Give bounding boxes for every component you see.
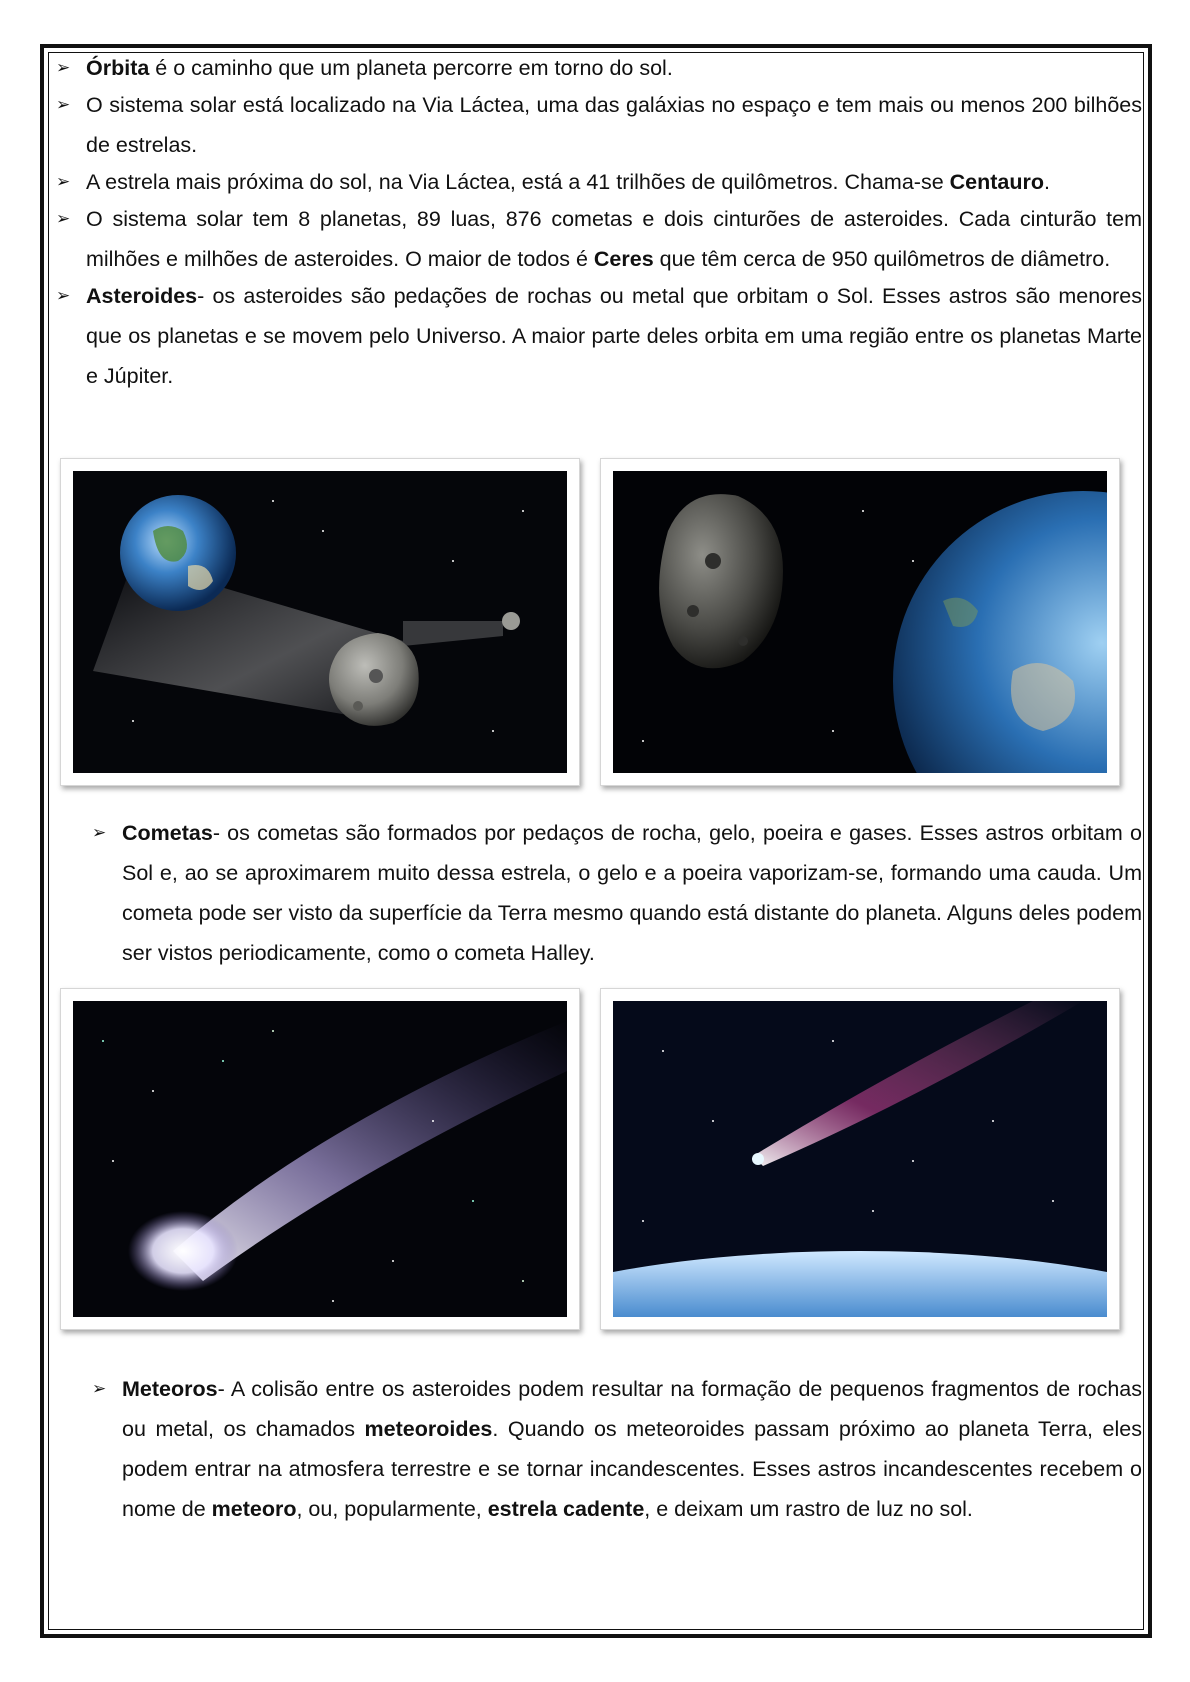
page-content-cometas: [56, 813, 1142, 973]
bullet-centauro: [56, 162, 1142, 202]
text-centauro-end: .: [1044, 170, 1050, 194]
text-centauro: A estrela mais próxima do sol, na Via Láctea, está a 41 trilhões de quilômetros. Chama-se: [86, 170, 950, 194]
bullet-cometas: [92, 813, 1142, 973]
arrow-bullet-icon: ➢: [56, 286, 71, 305]
arrow-bullet-icon: ➢: [56, 95, 71, 114]
photo-comet-1: [60, 988, 580, 1330]
photo-asteroid-earth-1: [60, 458, 580, 786]
text-cometas: - os cometas são formados por pedaços de rocha, gelo, poeira e gases. Esses astros orbitam o Sol e, ao se aproximarem muito dessa estrela, o gelo e a poeira vaporizam-se, formando uma cauda. Um cometa pode ser visto da superfície da Terra mesmo quando está distante do planeta. Alguns deles podem ser vistos periodicamente, como o cometa Halley.: [122, 821, 1142, 965]
bullet-orbita: [56, 48, 1142, 88]
page-content: [56, 48, 1142, 396]
text-planetas: O sistema solar tem 8 planetas, 89 luas, 876 cometas e dois cinturões de asteroides. Cada cinturão tem milhões e milhões de asteroides. O maior de todos é: [86, 207, 1142, 271]
comet-over-earth-image: [613, 1001, 1107, 1317]
term-orbita: Órbita: [86, 56, 150, 80]
comet-photos: [60, 988, 1132, 1324]
text-meteoros-3: , ou, popularmente,: [296, 1497, 488, 1521]
photo-comet-2: [600, 988, 1120, 1330]
text-planetas-end: que têm cerca de 950 quilômetros de diâmetro.: [653, 247, 1111, 271]
text-asteroides: - os asteroides são pedações de rochas ou metal que orbitam o Sol. Esses astros são menores que os planetas e se movem pelo Universo. A maior parte deles orbita em uma região entre os planetas Marte e Júpiter.: [86, 284, 1142, 388]
arrow-bullet-icon: ➢: [92, 823, 107, 842]
arrow-bullet-icon: ➢: [56, 172, 71, 191]
text-via-lactea: O sistema solar está localizado na Via Láctea, uma das galáxias no espaço e tem mais ou menos 200 bilhões de estrelas.: [86, 93, 1142, 157]
bullet-planetas: [56, 199, 1142, 279]
page-content-meteoros: [56, 1369, 1142, 1529]
photo-asteroid-earth-2: [600, 458, 1120, 786]
term-ceres: Ceres: [593, 247, 654, 271]
term-cometas: Cometas: [122, 821, 213, 845]
term-estrela-cadente: estrela cadente: [487, 1497, 645, 1521]
arrow-bullet-icon: ➢: [56, 58, 71, 77]
term-asteroides: Asteroides: [86, 284, 198, 308]
comet-image: [73, 1001, 567, 1317]
asteroid-photos: [60, 458, 1132, 794]
bullet-asteroides: [56, 276, 1142, 396]
text-meteoros-2: . Quando os meteoroides passam próximo ao planeta Terra, eles podem entrar na atmosfera terrestre e se tornar incandescentes. Esses astros incandescentes recebem o nome de: [122, 1417, 1142, 1521]
text-orbita: é o caminho que um planeta percorre em torno do sol.: [149, 56, 673, 80]
term-meteoroides: meteoroides: [364, 1417, 493, 1441]
asteroid-earth-image: [73, 471, 567, 773]
term-centauro: Centauro: [949, 170, 1045, 194]
text-meteoros-1: - A colisão entre os asteroides podem resultar na formação de pequenos fragmentos de rochas ou metal, os chamados: [122, 1377, 1142, 1441]
bullet-via-lactea: [56, 85, 1142, 165]
arrow-bullet-icon: ➢: [92, 1379, 107, 1398]
term-meteoros: Meteoros: [122, 1377, 218, 1401]
term-meteoro: meteoro: [211, 1497, 297, 1521]
bullet-meteoros: [92, 1369, 1142, 1529]
text-meteoros-4: , e deixam um rastro de luz no sol.: [644, 1497, 973, 1521]
asteroid-approaching-earth-image: [613, 471, 1107, 773]
arrow-bullet-icon: ➢: [56, 209, 71, 228]
